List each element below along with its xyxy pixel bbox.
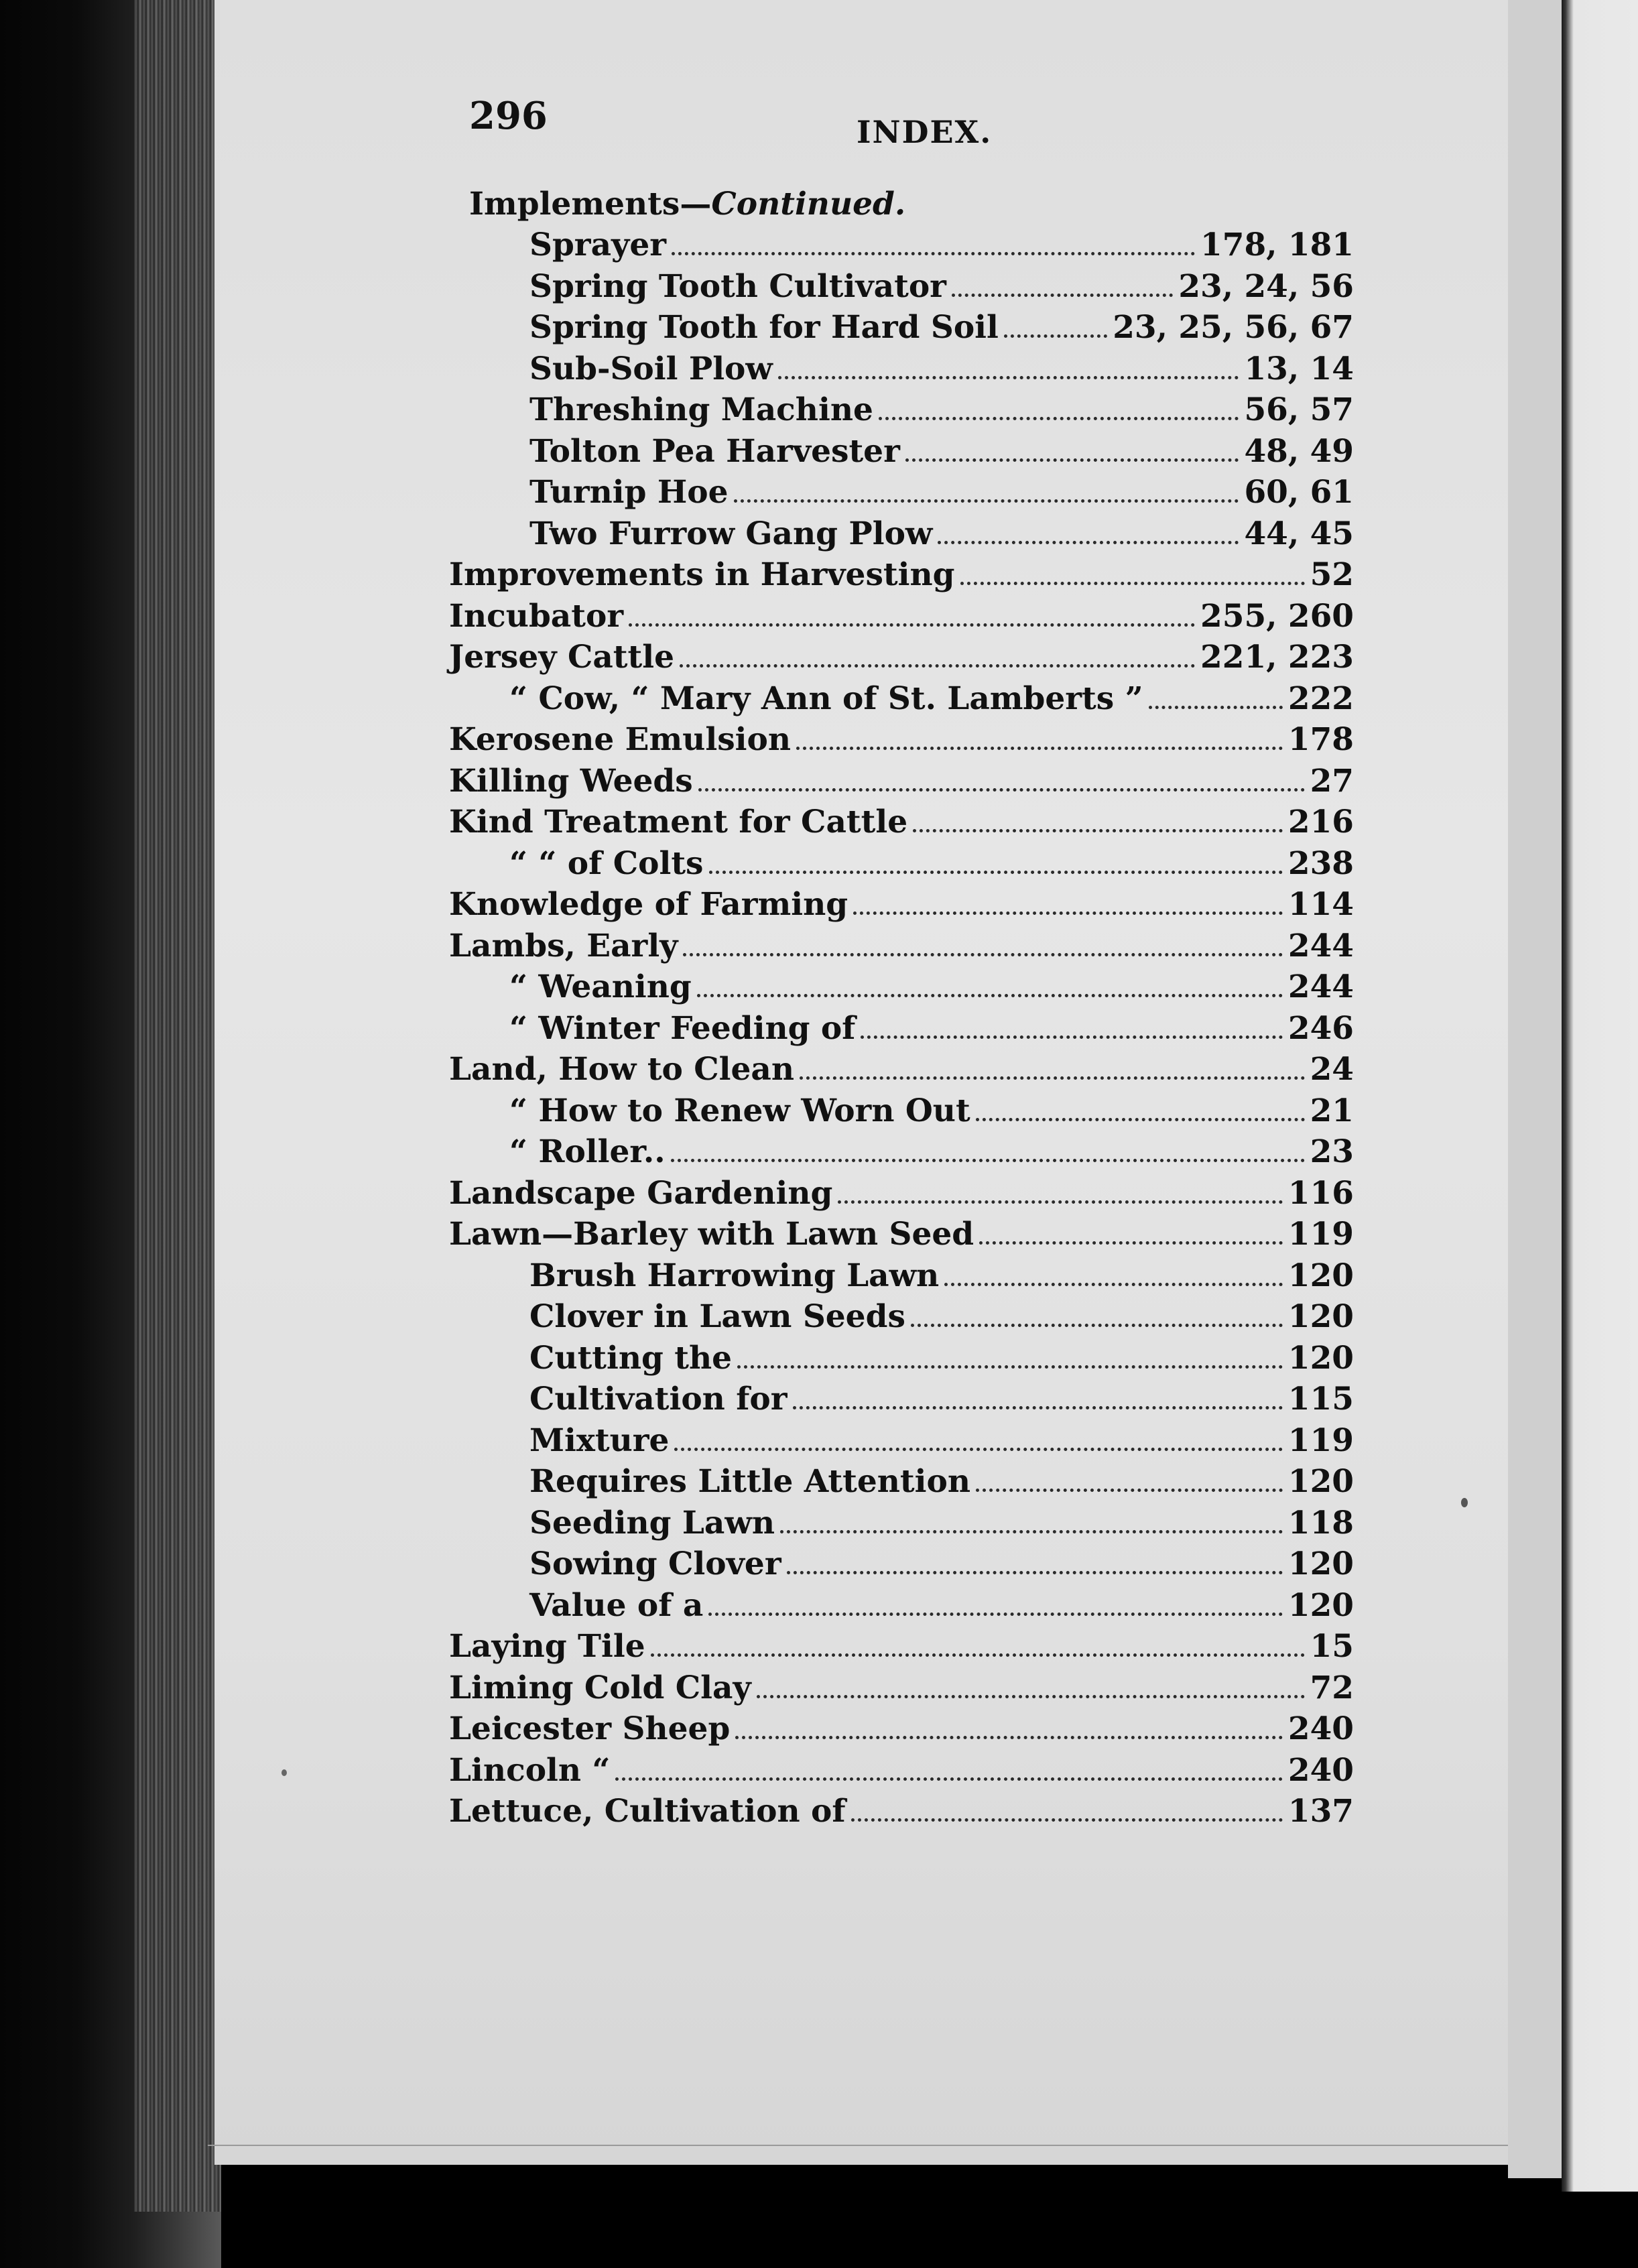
entry-pages: 60, 61 — [1244, 474, 1354, 511]
index-entry — [429, 1459, 1354, 1501]
leader-dots — [780, 1529, 1283, 1533]
leader-dots — [879, 416, 1239, 420]
entry-label-text: Liming Cold Clay — [449, 1669, 751, 1706]
leader-dots — [778, 375, 1239, 379]
entry-pages: 240 — [1287, 1710, 1354, 1747]
entry-label-text: Spring Tooth Cultivator — [529, 267, 946, 305]
entry-label — [529, 1422, 669, 1459]
leader-dots — [938, 540, 1239, 544]
entry-pages: 246 — [1287, 1009, 1354, 1047]
running-head: INDEX. — [857, 114, 993, 150]
index-entry — [429, 1088, 1354, 1129]
index-entry — [429, 676, 1354, 717]
leader-dots — [680, 664, 1195, 668]
leader-dots — [683, 952, 1282, 956]
entry-label — [509, 968, 692, 1005]
entry-label-text: “ How to Renew Worn Out — [509, 1092, 970, 1129]
entry-pages: 56, 57 — [1244, 391, 1354, 428]
index-entry — [429, 758, 1354, 800]
entry-pages: 244 — [1287, 968, 1354, 1005]
entry-label — [449, 1752, 610, 1789]
page-bottom-border — [208, 2145, 1508, 2159]
index-entry — [429, 882, 1354, 924]
entry-pages: 52 — [1310, 556, 1354, 593]
index-heading — [429, 181, 1354, 223]
entry-label — [529, 1587, 703, 1624]
index-entry — [429, 717, 1354, 759]
leader-dots — [979, 1241, 1283, 1245]
entry-label — [509, 1092, 970, 1129]
entry-label-text: “ Cow, “ Mary Ann of St. Lamberts ” — [509, 680, 1143, 717]
entry-pages: 120 — [1287, 1546, 1354, 1582]
index-entry — [429, 305, 1354, 346]
entry-pages: 240 — [1287, 1751, 1354, 1789]
entry-label-text: Turnip Hoe — [529, 474, 729, 511]
entry-label — [529, 1298, 905, 1335]
leader-dots — [1004, 334, 1107, 338]
entry-pages: 178, 181 — [1200, 227, 1354, 263]
entry-pages: 238 — [1287, 844, 1354, 882]
leader-dots — [629, 623, 1195, 627]
page-header — [469, 94, 1354, 154]
index-entry — [429, 1747, 1354, 1789]
entry-label-text: “ Roller.. — [509, 1133, 666, 1170]
entry-label — [449, 886, 848, 923]
entry-label — [449, 598, 623, 635]
page-gutter — [1508, 0, 1562, 2178]
leader-dots — [698, 788, 1305, 792]
entry-pages: 24 — [1310, 1051, 1354, 1088]
index-entries — [429, 181, 1354, 1830]
index-entry — [429, 1294, 1354, 1336]
entry-label — [509, 845, 704, 882]
entry-label-text: Incubator — [449, 597, 624, 635]
entry-label-text: Lettuce, Cultivation of — [449, 1793, 846, 1830]
entry-label — [449, 1216, 974, 1253]
index-entry — [429, 593, 1354, 635]
leader-dots — [861, 1035, 1282, 1039]
leader-dots — [944, 1282, 1283, 1286]
entry-label-text: Land, How to Clean — [449, 1051, 795, 1088]
entry-pages: 114 — [1287, 886, 1354, 923]
entry-label — [529, 1463, 970, 1500]
entry-label-text: Mixture — [529, 1422, 670, 1459]
leader-dots — [787, 1570, 1283, 1574]
leader-dots — [737, 1365, 1283, 1369]
index-entry — [429, 923, 1354, 964]
leader-dots — [709, 870, 1283, 874]
page-number: 296 — [469, 94, 548, 138]
entry-label — [529, 391, 873, 428]
entry-pages: 23 — [1310, 1133, 1354, 1170]
entry-pages: 137 — [1287, 1793, 1354, 1830]
entry-pages: 222 — [1287, 680, 1354, 717]
index-entry — [429, 635, 1354, 676]
entry-label-text: Sowing Clover — [529, 1546, 781, 1582]
entry-label-text: Cutting the — [529, 1339, 733, 1377]
entry-label-text: “ Weaning — [509, 968, 692, 1005]
entry-label-italic: Continued. — [711, 185, 906, 223]
entry-label — [449, 1051, 794, 1088]
entry-label — [449, 1628, 645, 1665]
entry-label-text: Spring Tooth for Hard Soil — [529, 309, 999, 346]
entry-label-text: Threshing Machine — [529, 391, 873, 428]
entry-label-text: Lambs, Early — [449, 927, 678, 964]
paper-speck — [281, 1769, 287, 1776]
entry-label — [529, 1505, 775, 1541]
index-entry — [429, 1047, 1354, 1088]
index-entry — [429, 1418, 1354, 1459]
entry-label-text: Lawn—Barley with Lawn Seed — [449, 1216, 974, 1253]
entry-label — [449, 1670, 751, 1706]
leader-dots — [672, 251, 1195, 255]
entry-label — [449, 556, 955, 593]
entry-label — [509, 1010, 855, 1047]
entry-pages: 44, 45 — [1244, 515, 1354, 552]
entry-label-text: Seeding Lawn — [529, 1504, 775, 1541]
entry-label-text: Requires Little Attention — [529, 1463, 970, 1500]
index-entry — [429, 1624, 1354, 1665]
leader-dots — [735, 1735, 1283, 1739]
index-entry — [429, 1129, 1354, 1171]
entry-label-text: Sprayer — [529, 227, 666, 263]
entry-label — [529, 1340, 732, 1377]
index-entry — [429, 964, 1354, 1006]
leader-dots — [913, 828, 1283, 832]
entry-pages: 120 — [1287, 1463, 1354, 1500]
entry-label — [529, 1257, 939, 1294]
leader-dots — [853, 911, 1283, 915]
entry-pages: 244 — [1287, 927, 1354, 964]
entry-label — [529, 268, 946, 305]
entry-label-text: Cultivation for — [529, 1381, 788, 1418]
entry-pages: 255, 260 — [1200, 597, 1354, 635]
leader-dots — [952, 293, 1173, 297]
entry-label — [529, 351, 773, 387]
index-entry — [429, 1706, 1354, 1748]
index-entry — [429, 346, 1354, 387]
entry-pages: 216 — [1287, 804, 1354, 840]
entry-pages: 120 — [1287, 1298, 1354, 1335]
entry-label — [449, 804, 907, 840]
entry-label-text: Killing Weeds — [449, 762, 693, 800]
entry-label-text: Lincoln “ — [449, 1751, 611, 1789]
leader-dots — [911, 1323, 1283, 1327]
entry-pages: 116 — [1287, 1174, 1354, 1212]
entry-label-text: Value of a — [529, 1586, 704, 1624]
entry-label-text: Tolton Pea Harvester — [529, 432, 900, 470]
index-entry — [429, 1212, 1354, 1253]
entry-pages: 178 — [1287, 721, 1354, 758]
index-entry — [429, 511, 1354, 552]
index-entry — [429, 1665, 1354, 1706]
entry-label — [529, 1381, 788, 1418]
entry-pages: 15 — [1310, 1628, 1354, 1665]
entry-pages: 120 — [1287, 1339, 1354, 1377]
entry-pages: 119 — [1287, 1422, 1354, 1459]
entry-label-text: Brush Harrowing Lawn — [529, 1257, 940, 1294]
index-entry — [429, 1500, 1354, 1541]
leader-dots — [615, 1777, 1282, 1781]
entry-label-text: Improvements in Harvesting — [449, 556, 955, 593]
entry-label — [469, 186, 905, 223]
entry-label-text: Jersey Cattle — [449, 639, 674, 676]
leader-dots — [851, 1818, 1283, 1822]
entry-label — [449, 1175, 832, 1212]
entry-label — [529, 515, 932, 552]
leader-dots — [1149, 705, 1283, 709]
leader-dots — [697, 993, 1283, 997]
entry-label — [529, 1546, 781, 1582]
leader-dots — [651, 1653, 1305, 1657]
index-entry — [429, 1789, 1354, 1830]
facing-page-edge — [1562, 0, 1638, 2192]
entry-label — [449, 1710, 730, 1747]
entry-label-text: Leicester Sheep — [449, 1710, 731, 1747]
index-entry — [429, 387, 1354, 429]
leader-dots — [708, 1612, 1283, 1616]
index-entry — [429, 800, 1354, 841]
index-entry — [429, 840, 1354, 882]
entry-pages: 27 — [1310, 762, 1354, 800]
entry-label-text: Sub-Soil Plow — [529, 350, 773, 387]
index-entry — [429, 1253, 1354, 1294]
index-entry — [429, 1005, 1354, 1047]
entry-pages: 118 — [1287, 1504, 1354, 1541]
entry-label — [529, 433, 900, 470]
entry-label — [529, 227, 666, 263]
index-entry — [429, 223, 1354, 264]
index-entry — [429, 1377, 1354, 1418]
leader-dots — [757, 1694, 1305, 1698]
entry-pages: 23, 24, 56 — [1178, 267, 1354, 305]
entry-pages: 48, 49 — [1244, 432, 1354, 470]
index-entry — [429, 1335, 1354, 1377]
entry-label — [529, 474, 729, 511]
entry-label-text: “ Winter Feeding of — [509, 1009, 856, 1047]
entry-label-text: Implements— — [469, 185, 712, 223]
entry-pages: 13, 14 — [1244, 350, 1354, 387]
entry-pages: 72 — [1310, 1669, 1354, 1706]
leader-dots — [734, 499, 1239, 503]
entry-pages: 21 — [1310, 1092, 1354, 1129]
entry-label-text: Two Furrow Gang Plow — [529, 515, 933, 552]
leader-dots — [960, 581, 1305, 585]
entry-label — [449, 763, 693, 800]
entry-label-text: Laying Tile — [449, 1628, 645, 1665]
index-entry — [429, 552, 1354, 594]
entry-label — [449, 639, 674, 676]
entry-label-text: Clover in Lawn Seeds — [529, 1298, 905, 1335]
entry-label-text: Kerosene Emulsion — [449, 721, 792, 758]
leader-dots — [800, 1076, 1305, 1080]
entry-pages: 119 — [1287, 1216, 1354, 1253]
entry-label-text: Knowledge of Farming — [449, 886, 848, 923]
entry-label — [449, 1793, 846, 1830]
leader-dots — [838, 1200, 1283, 1204]
entry-label — [529, 309, 999, 346]
index-entry — [429, 1582, 1354, 1624]
entry-pages: 120 — [1287, 1586, 1354, 1624]
leader-dots — [905, 458, 1239, 462]
entry-label-text: Kind Treatment for Cattle — [449, 804, 908, 840]
entry-pages: 120 — [1287, 1257, 1354, 1294]
leader-dots — [976, 1117, 1305, 1121]
index-entry — [429, 470, 1354, 511]
entry-label-text: Landscape Gardening — [449, 1174, 833, 1212]
leader-dots — [671, 1158, 1305, 1162]
entry-pages: 221, 223 — [1200, 639, 1354, 676]
leader-dots — [796, 746, 1283, 750]
index-entry — [429, 428, 1354, 470]
entry-label — [509, 1133, 666, 1170]
entry-label — [449, 721, 791, 758]
leader-dots — [793, 1405, 1283, 1409]
entry-label — [449, 928, 678, 964]
page-edges — [134, 0, 221, 2212]
entry-label — [509, 680, 1143, 717]
leader-dots — [674, 1447, 1282, 1451]
paper-speck — [1461, 1498, 1468, 1507]
index-entry — [429, 1541, 1354, 1583]
index-entry — [429, 1170, 1354, 1212]
entry-label-text: “ “ of Colts — [509, 844, 704, 882]
entry-pages: 23, 25, 56, 67 — [1113, 309, 1354, 346]
leader-dots — [976, 1488, 1283, 1492]
index-entry — [429, 263, 1354, 305]
entry-pages: 115 — [1287, 1381, 1354, 1418]
